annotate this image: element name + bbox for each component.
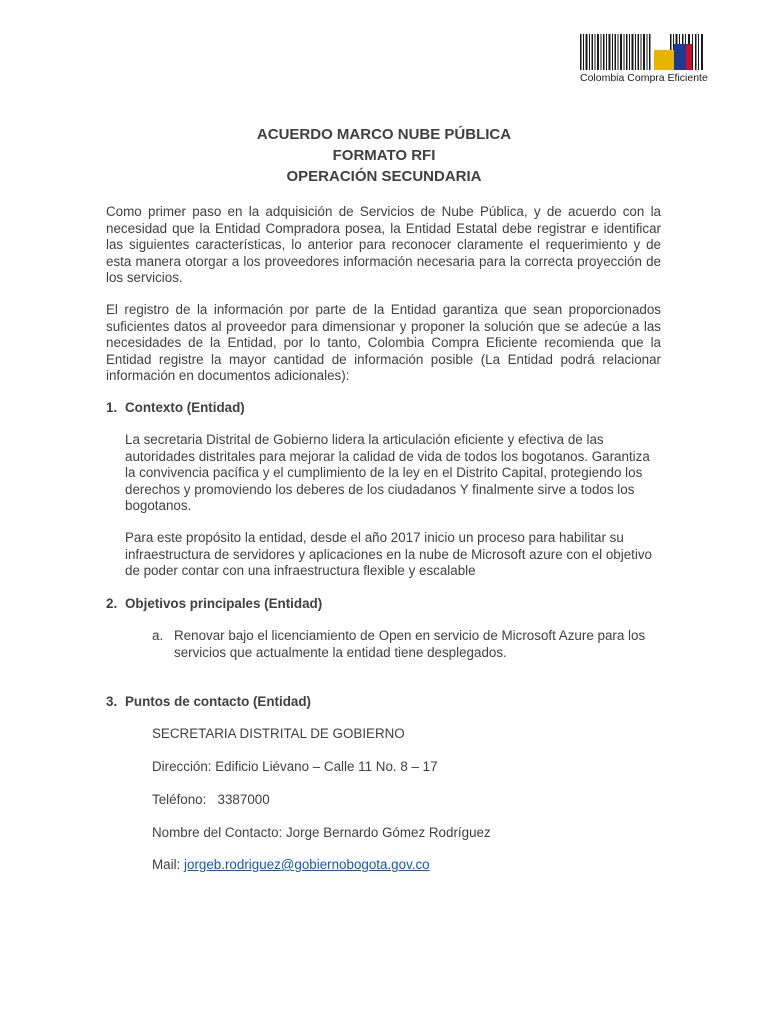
section-title: Contexto (Entidad) [125,400,245,415]
contact-organization: SECRETARIA DISTRITAL DE GOBIERNO [152,726,405,741]
mail-link[interactable]: jorgeb.rodriguez@gobiernobogota.gov.co [184,857,430,872]
list-marker: a. [152,628,164,643]
contexto-paragraph-2: Para este propósito la entidad, desde el año 2017 inicio un proceso para habilitar su infraestructura de servidores y aplicaciones en la nube de Microsoft azure con el objetivo de poder contar con una infraestructura flexible y escalable [125,530,652,578]
phone-label: Teléfono: [152,792,207,807]
doc-title-line1: ACUERDO MARCO NUBE PÚBLICA [256,126,512,143]
section-number: 1. [106,400,118,415]
objetivo-list-item [152,628,662,661]
contact-mail-row [152,857,430,874]
list-item-text: Renovar bajo el licenciamiento de Open en servicio de Microsoft Azure para los servicios que actualmente la entidad tiene desplegados. [174,628,646,660]
logo-text: Colombia Compra Eficiente [580,72,708,84]
colombia-compra-logo [578,30,718,90]
section-heading-objetivos [106,596,322,613]
section-number: 2. [106,596,118,611]
contact-address: Dirección: Edificio Liévano – Calle 11 No. 8 – 17 [152,759,438,774]
section-number: 3. [106,694,118,709]
contact-name: Nombre del Contacto: Jorge Bernardo Gómez Rodríguez [152,825,491,840]
contexto-paragraph-1: La secretaria Distrital de Gobierno lidera la articulación eficiente y efectiva de las autoridades distritales para mejorar la calidad de vida de todos los bogotanos. Garantiza la convivencia pacífica y el cumplimiento de la ley en el Distrito Capital, protegiendo los derechos y promoviendo los deberes de los ciudadanos Y finalmente sirve a todos los bogotanos. [125,432,650,513]
intro-paragraph-2: El registro de la información por parte de la Entidad garantiza que sean proporcionados suficientes datos al proveedor para dimensionar y proponer la solución que se adecúe a las necesidades de la Entidad, por lo tanto, Colombia Compra Eficiente recomienda que la Entidad registre la mayor cantidad de información posible (La Entidad podrá relacionar información en documentos adicionales): [106,302,661,383]
phone-value: 3387000 [217,792,270,807]
intro-paragraph-1: Como primer paso en la adquisición de Servicios de Nube Pública, y de acuerdo con la necesidad que la Entidad Compradora posea, la Entidad Estatal debe registrar e identificar las siguientes características, lo anterior para reconocer claramente el requerimiento y de esta manera otorgar a los proveedores información necesaria para la correcta proyección de los servicios. [106,204,661,285]
doc-title-line3: OPERACIÓN SECUNDARIA [286,168,482,185]
section-heading-contacto [106,694,311,711]
doc-title-line2: FORMATO RFI [332,147,436,164]
barcode-flag-icon [578,30,718,72]
contact-phone-row [152,792,270,809]
section-title: Objetivos principales (Entidad) [125,596,323,611]
mail-label: Mail: [152,857,181,872]
section-title: Puntos de contacto (Entidad) [125,694,311,709]
section-heading-contexto [106,400,245,417]
